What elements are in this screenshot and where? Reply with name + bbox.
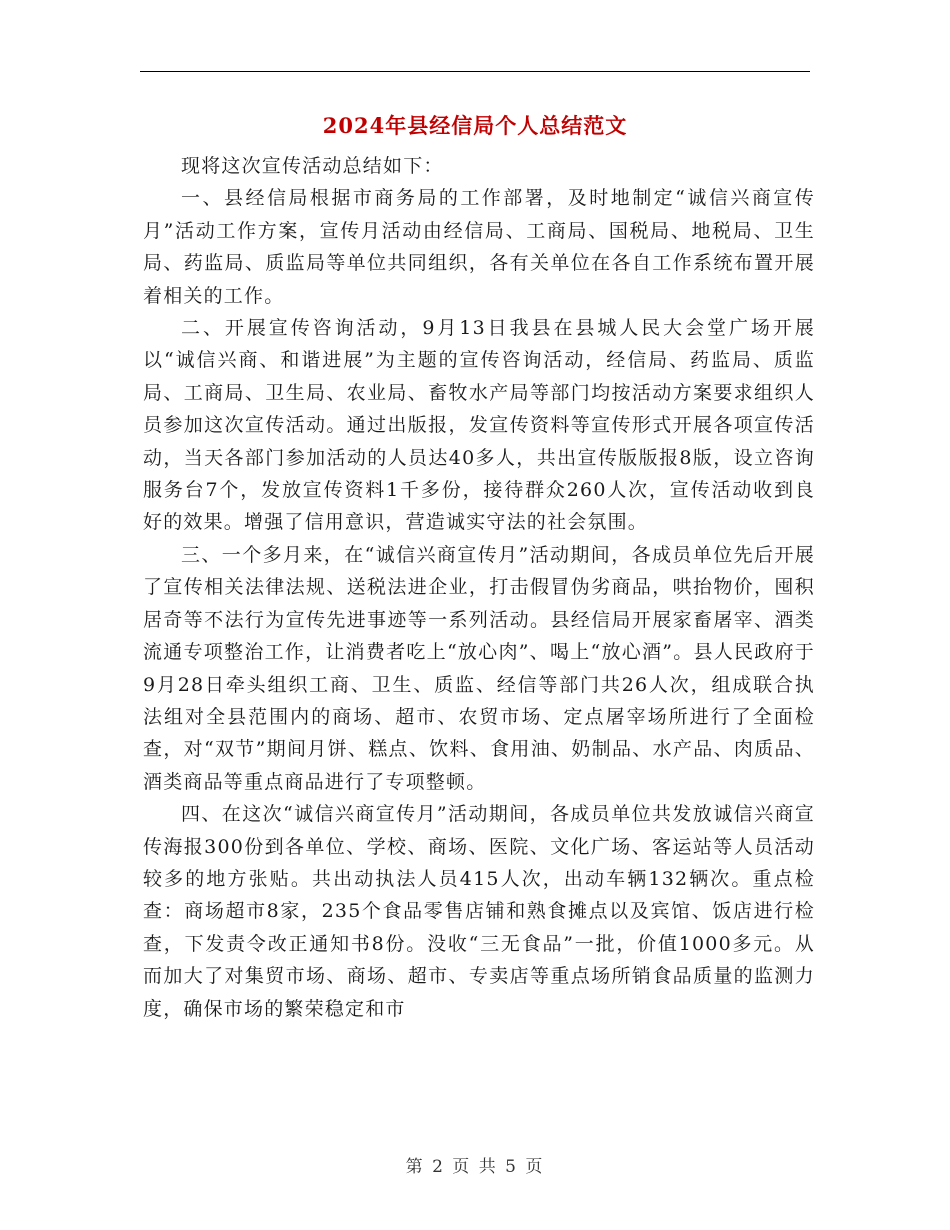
page-number-footer: 第 2 页 共 5 页 <box>405 1157 545 1177</box>
paragraph-intro: 现将这次宣传活动总结如下： <box>181 155 444 177</box>
paragraph-3: 三、一个多月来，在“诚信兴商宣传月”活动期间，各成员单位先后开展了宣传相关法律法规、送税法进企业，打击假冒伪劣商品，哄抬物价，囤积居奇等不法行为宣传先进事迹等一系列活动。县经信局开展家畜屠宰、酒类流通专项整治工作，让消费者吃上“放心肉”、喝上“放心酒”。县人民政府于9月28日牵头组织工商、卫生、质监、经信等部门共26人次，组成联合执法组对全县范围内的商场、超市、农贸市场、定点屠宰场所进行了全面检查，对“双节”期间月饼、糕点、饮料、食用油、奶制品、水产品、肉质品、酒类商品等重点商品进行了专项整顿。 <box>143 543 815 793</box>
paragraph-4: 四、在这次“诚信兴商宣传月”活动期间，各成员单位共发放诚信兴商宣传海报300份到各单位、学校、商场、医院、文化广场、客运站等人员活动较多的地方张贴。共出动执法人员415人次，出动车辆132辆次。重点检查：商场超市8家，235个食品零售店铺和熟食摊点以及宾馆、饭店进行检查，下发责令改正通知书8份。没收“三无食品”一批，价值1000多元。从而加大了对集贸市场、商场、超市、专卖店等重点场所销食品质量的监测力度，确保市场的繁荣稳定和市 <box>143 803 815 1020</box>
header-rule <box>140 71 810 72</box>
document-title: 2024年县经信局个人总结范文 <box>322 113 628 138</box>
paragraph-1: 一、县经信局根据市商务局的工作部署，及时地制定“诚信兴商宣传月”活动工作方案，宣传月活动由经信局、工商局、国税局、地税局、卫生局、药监局、质监局等单位共同组织，各有关单位在各自工作系统布置开展着相关的工作。 <box>143 187 815 307</box>
paragraph-2: 二、开展宣传咨询活动，9月13日我县在县城人民大会堂广场开展以“诚信兴商、和谐进展”为主题的宣传咨询活动，经信局、药监局、质监局、工商局、卫生局、农业局、畜牧水产局等部门均按活动方案要求组织人员参加这次宣传活动。通过出版报，发宣传资料等宣传形式开展各项宣传活动，当天各部门参加活动的人员达40多人，共出宣传版版报8版，设立咨询服务台7个，发放宣传资料1千多份，接待群众260人次，宣传活动收到良好的效果。增强了信用意识，营造诚实守法的社会氛围。 <box>143 317 815 534</box>
document-body <box>143 150 815 1025</box>
